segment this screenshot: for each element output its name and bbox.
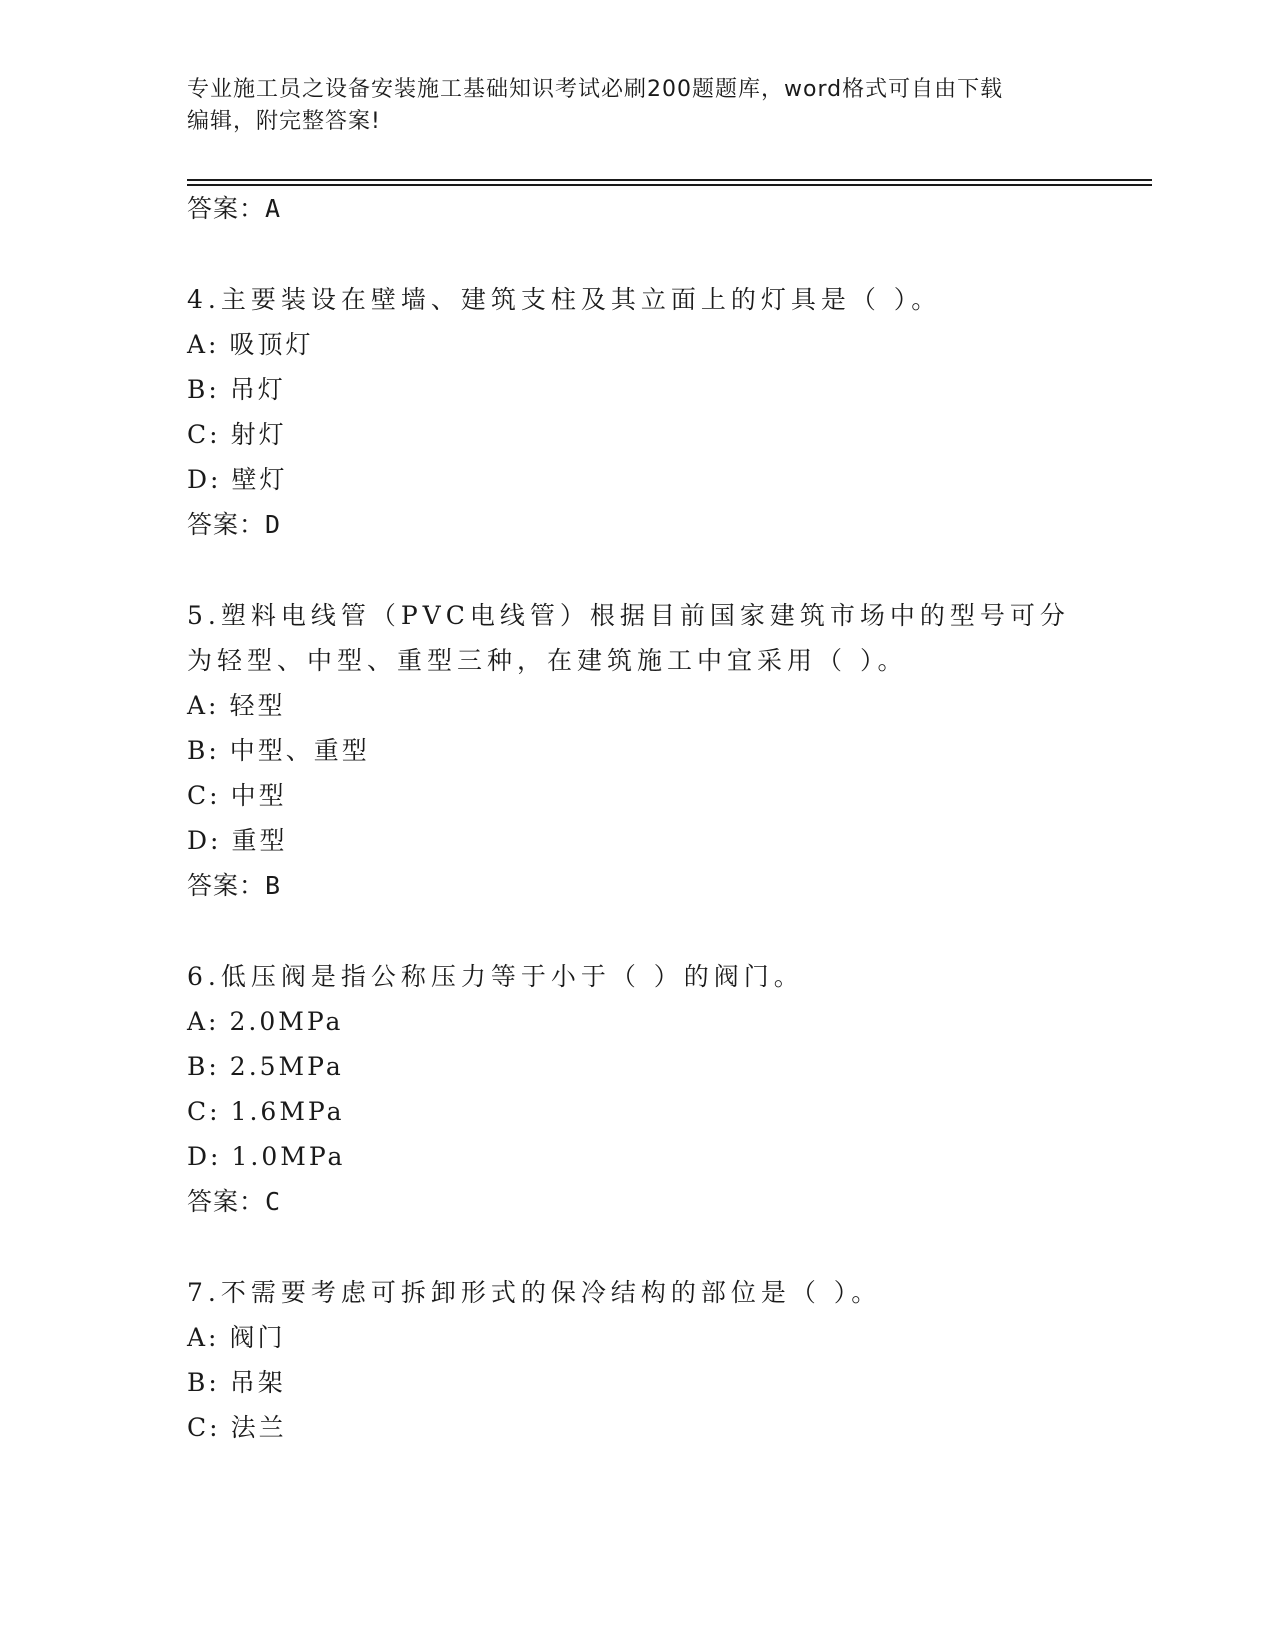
option-text: 壁灯 [231,465,288,494]
option-text: 2.0MPa [229,1007,344,1036]
option-d [187,1134,1087,1179]
option-text: 1.0MPa [231,1142,346,1171]
option-letter: C: [187,781,221,810]
option-letter: A: [187,1007,220,1036]
option-letter: D: [187,1142,222,1171]
option-c [187,1405,1087,1450]
answer-value: A [265,194,282,223]
option-text: 法兰 [230,1413,287,1442]
option-text: 中型 [230,781,287,810]
question-text: 7.不需要考虑可拆卸形式的保冷结构的部位是（ ）。 [187,1278,882,1307]
answer-value: C [265,1187,282,1216]
option-c [187,773,1087,818]
answer-line [187,502,1087,547]
answer-line [187,186,1087,231]
option-text: 吸顶灯 [229,330,314,359]
header-line-2: 编辑，附完整答案! [187,109,381,134]
option-letter: A: [187,330,220,359]
option-letter: B: [187,1368,220,1397]
spacer [187,547,1087,593]
option-text: 射灯 [230,420,287,449]
option-text: 轻型 [229,691,286,720]
option-text: 吊架 [229,1368,286,1397]
option-letter: C: [187,1097,221,1126]
option-b [187,728,1087,773]
option-b [187,1044,1087,1089]
option-a [187,683,1087,728]
option-letter: B: [187,1052,220,1081]
answer-label: 答案： [187,194,266,223]
answer-value: B [265,871,282,900]
option-text: 重型 [231,826,288,855]
spacer [187,231,1087,277]
answer-line [187,1179,1087,1224]
answer-label: 答案： [187,510,266,539]
option-letter: B: [187,375,220,404]
spacer [187,1224,1087,1270]
question-text: 5.塑料电线管（PVC电线管）根据目前国家建筑市场中的型号可分为轻型、中型、重型三种，在建筑施工中宜采用（ ）。 [187,601,1070,675]
option-letter: A: [187,691,220,720]
option-d [187,457,1087,502]
option-c [187,1089,1087,1134]
answer-line [187,863,1087,908]
option-letter: A: [187,1323,220,1352]
option-letter: B: [187,736,220,765]
header-line-1: 专业施工员之设备安装施工基础知识考试必刷200题题库，word格式可自由下载 [187,77,1004,102]
header-rule-top [187,179,1152,181]
spacer [187,908,1087,954]
option-letter: C: [187,1413,221,1442]
question-list [187,186,1087,1450]
option-a [187,999,1087,1044]
option-b [187,1360,1087,1405]
question-text: 4.主要装设在壁墙、建筑支柱及其立面上的灯具是（ ）。 [187,285,942,314]
document-header [187,74,1067,138]
option-d [187,818,1087,863]
option-text: 中型、重型 [229,736,370,765]
option-letter: D: [187,826,222,855]
option-letter: D: [187,465,222,494]
option-a [187,322,1087,367]
option-text: 阀门 [229,1323,286,1352]
option-c [187,412,1087,457]
option-text: 2.5MPa [229,1052,344,1081]
option-letter: C: [187,420,221,449]
answer-label: 答案： [187,1187,266,1216]
option-text: 1.6MPa [230,1097,345,1126]
option-a [187,1315,1087,1360]
option-text: 吊灯 [229,375,286,404]
option-b [187,367,1087,412]
answer-value: D [265,510,282,539]
answer-label: 答案： [187,871,266,900]
question-text: 6.低压阀是指公称压力等于小于（ ）的阀门。 [187,962,804,991]
